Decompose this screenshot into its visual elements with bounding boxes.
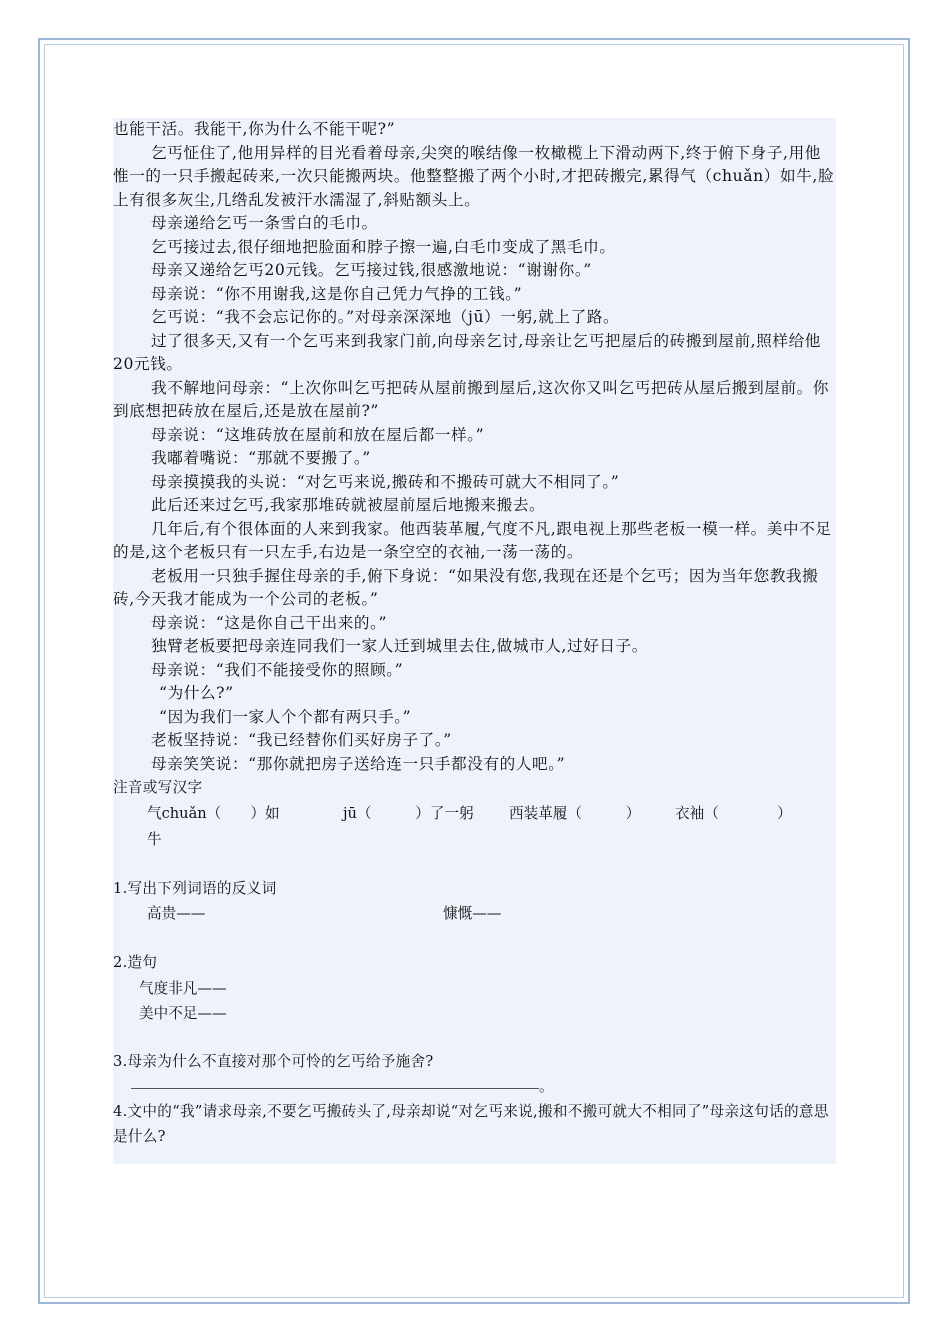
antonym-item: 慷慨——: [443, 905, 502, 922]
story-text: [113, 118, 836, 776]
phonetics-items: [113, 801, 836, 853]
phonetics-item: 衣袖（ ）: [675, 804, 792, 822]
question-2-title: 2.造句: [113, 954, 158, 971]
antonym-item: 高贵——: [147, 905, 206, 922]
story-paragraph: 乞丐怔住了,他用异样的目光看着母亲,尖突的喉结像一枚橄榄上下滑动两下,终于俯下身子,用他惟一的一只手搬起砖来,一次只能搬两块。他整整搬了两个小时,才把砖搬完,累得气（chuǎn）如牛,脸上有很多灰尘,几绺乱发被汗水濡湿了,斜贴额头上。: [113, 143, 835, 209]
story-paragraph: 母亲说：“你不用谢我,这是你自己凭力气挣的工钱。”: [151, 284, 523, 303]
phonetics-item: 西装革履（ ）: [509, 804, 641, 822]
story-paragraph: 乞丐接过去,很仔细地把脸面和脖子擦一遍,白毛巾变成了黑毛巾。: [151, 237, 616, 256]
story-paragraph: 母亲递给乞丐一条雪白的毛巾。: [151, 214, 378, 232]
question-phonetics-title: 注音或写汉字: [113, 779, 203, 796]
story-paragraph: 我不解地问母亲：“上次你叫乞丐把砖从屋前搬到屋后,这次你又叫乞丐把砖从屋后搬到屋前。你到底想把砖放在屋后,还是放在屋前?”: [113, 378, 830, 420]
story-paragraph: 独臂老板要把母亲连同我们一家人迁到城里去住,做城市人,过好日子。: [151, 637, 648, 655]
story-paragraph: 也能干活。我能干,你为什么不能干呢?”: [113, 120, 396, 138]
story-paragraph: 母亲摸摸我的头说：“对乞丐来说,搬砖和不搬砖可就大不相同了。”: [151, 472, 620, 491]
question-3-title: 3.母亲为什么不直接对那个可怜的乞丐给予施舍?: [113, 1052, 434, 1070]
document-body: [113, 118, 836, 1164]
story-paragraph: 老板用一只独手握住母亲的手,俯下身说：“如果没有您,我现在还是个乞丐；因为当年您教我搬砖,今天我才能成为一个公司的老板。”: [113, 566, 819, 608]
story-paragraph: 过了很多天,又有一个乞丐来到我家门前,向母亲乞讨,母亲让乞丐把屋后的砖搬到屋前,照样给他20元钱。: [113, 331, 821, 373]
phonetics-item: jū（ ）了一躬: [343, 804, 474, 822]
story-paragraph: 我嘟着嘴说：“那就不要搬了。”: [151, 449, 371, 467]
story-paragraph: 老板坚持说：“我已经替你们买好房子了。”: [151, 731, 452, 749]
story-paragraph: 母亲说：“我们不能接受你的照顾。”: [151, 660, 404, 679]
story-paragraph: 母亲说：“这是你自己干出来的。”: [151, 613, 388, 632]
question-1-items: [113, 901, 836, 927]
question-4-title: 4.文中的“我”请求母亲,不要乞丐搬砖头了,母亲却说“对乞丐来说,搬和不搬可就大不相同了”母亲这句话的意思是什么?: [113, 1103, 829, 1145]
story-paragraph: 此后还来过乞丐,我家那堆砖就被屋前屋后地搬来搬去。: [151, 496, 546, 514]
question-1-title: 1.写出下列词语的反义词: [113, 879, 277, 897]
sentence-item: 美中不足——: [139, 1004, 227, 1022]
story-paragraph: 母亲笑笑说：“那你就把房子送给连一只手都没有的人吧。”: [151, 754, 566, 773]
answer-line[interactable]: [131, 1074, 539, 1089]
question-3-answer: 。: [113, 1074, 836, 1100]
story-paragraph: “因为我们一家人个个都有两只手。”: [159, 707, 412, 726]
story-paragraph: 母亲又递给乞丐20元钱。乞丐接过钱,很感激地说：“谢谢你。”: [151, 261, 592, 279]
story-paragraph: 乞丐说：“我不会忘记你的。”对母亲深深地（jū）一躬,就上了路。: [151, 308, 620, 326]
story-paragraph: “为什么?”: [159, 684, 234, 702]
sentence-item: 气度非凡——: [139, 979, 227, 997]
phonetics-item: 气chuǎn（ ）如牛: [147, 804, 280, 848]
story-paragraph: 几年后,有个很体面的人来到我家。他西装革履,气度不凡,跟电视上那些老板一模一样。美中不足的是,这个老板只有一只左手,右边是一条空空的衣袖,一荡一荡的。: [113, 519, 832, 561]
story-paragraph: 母亲说：“这堆砖放在屋前和放在屋后都一样。”: [151, 425, 485, 444]
